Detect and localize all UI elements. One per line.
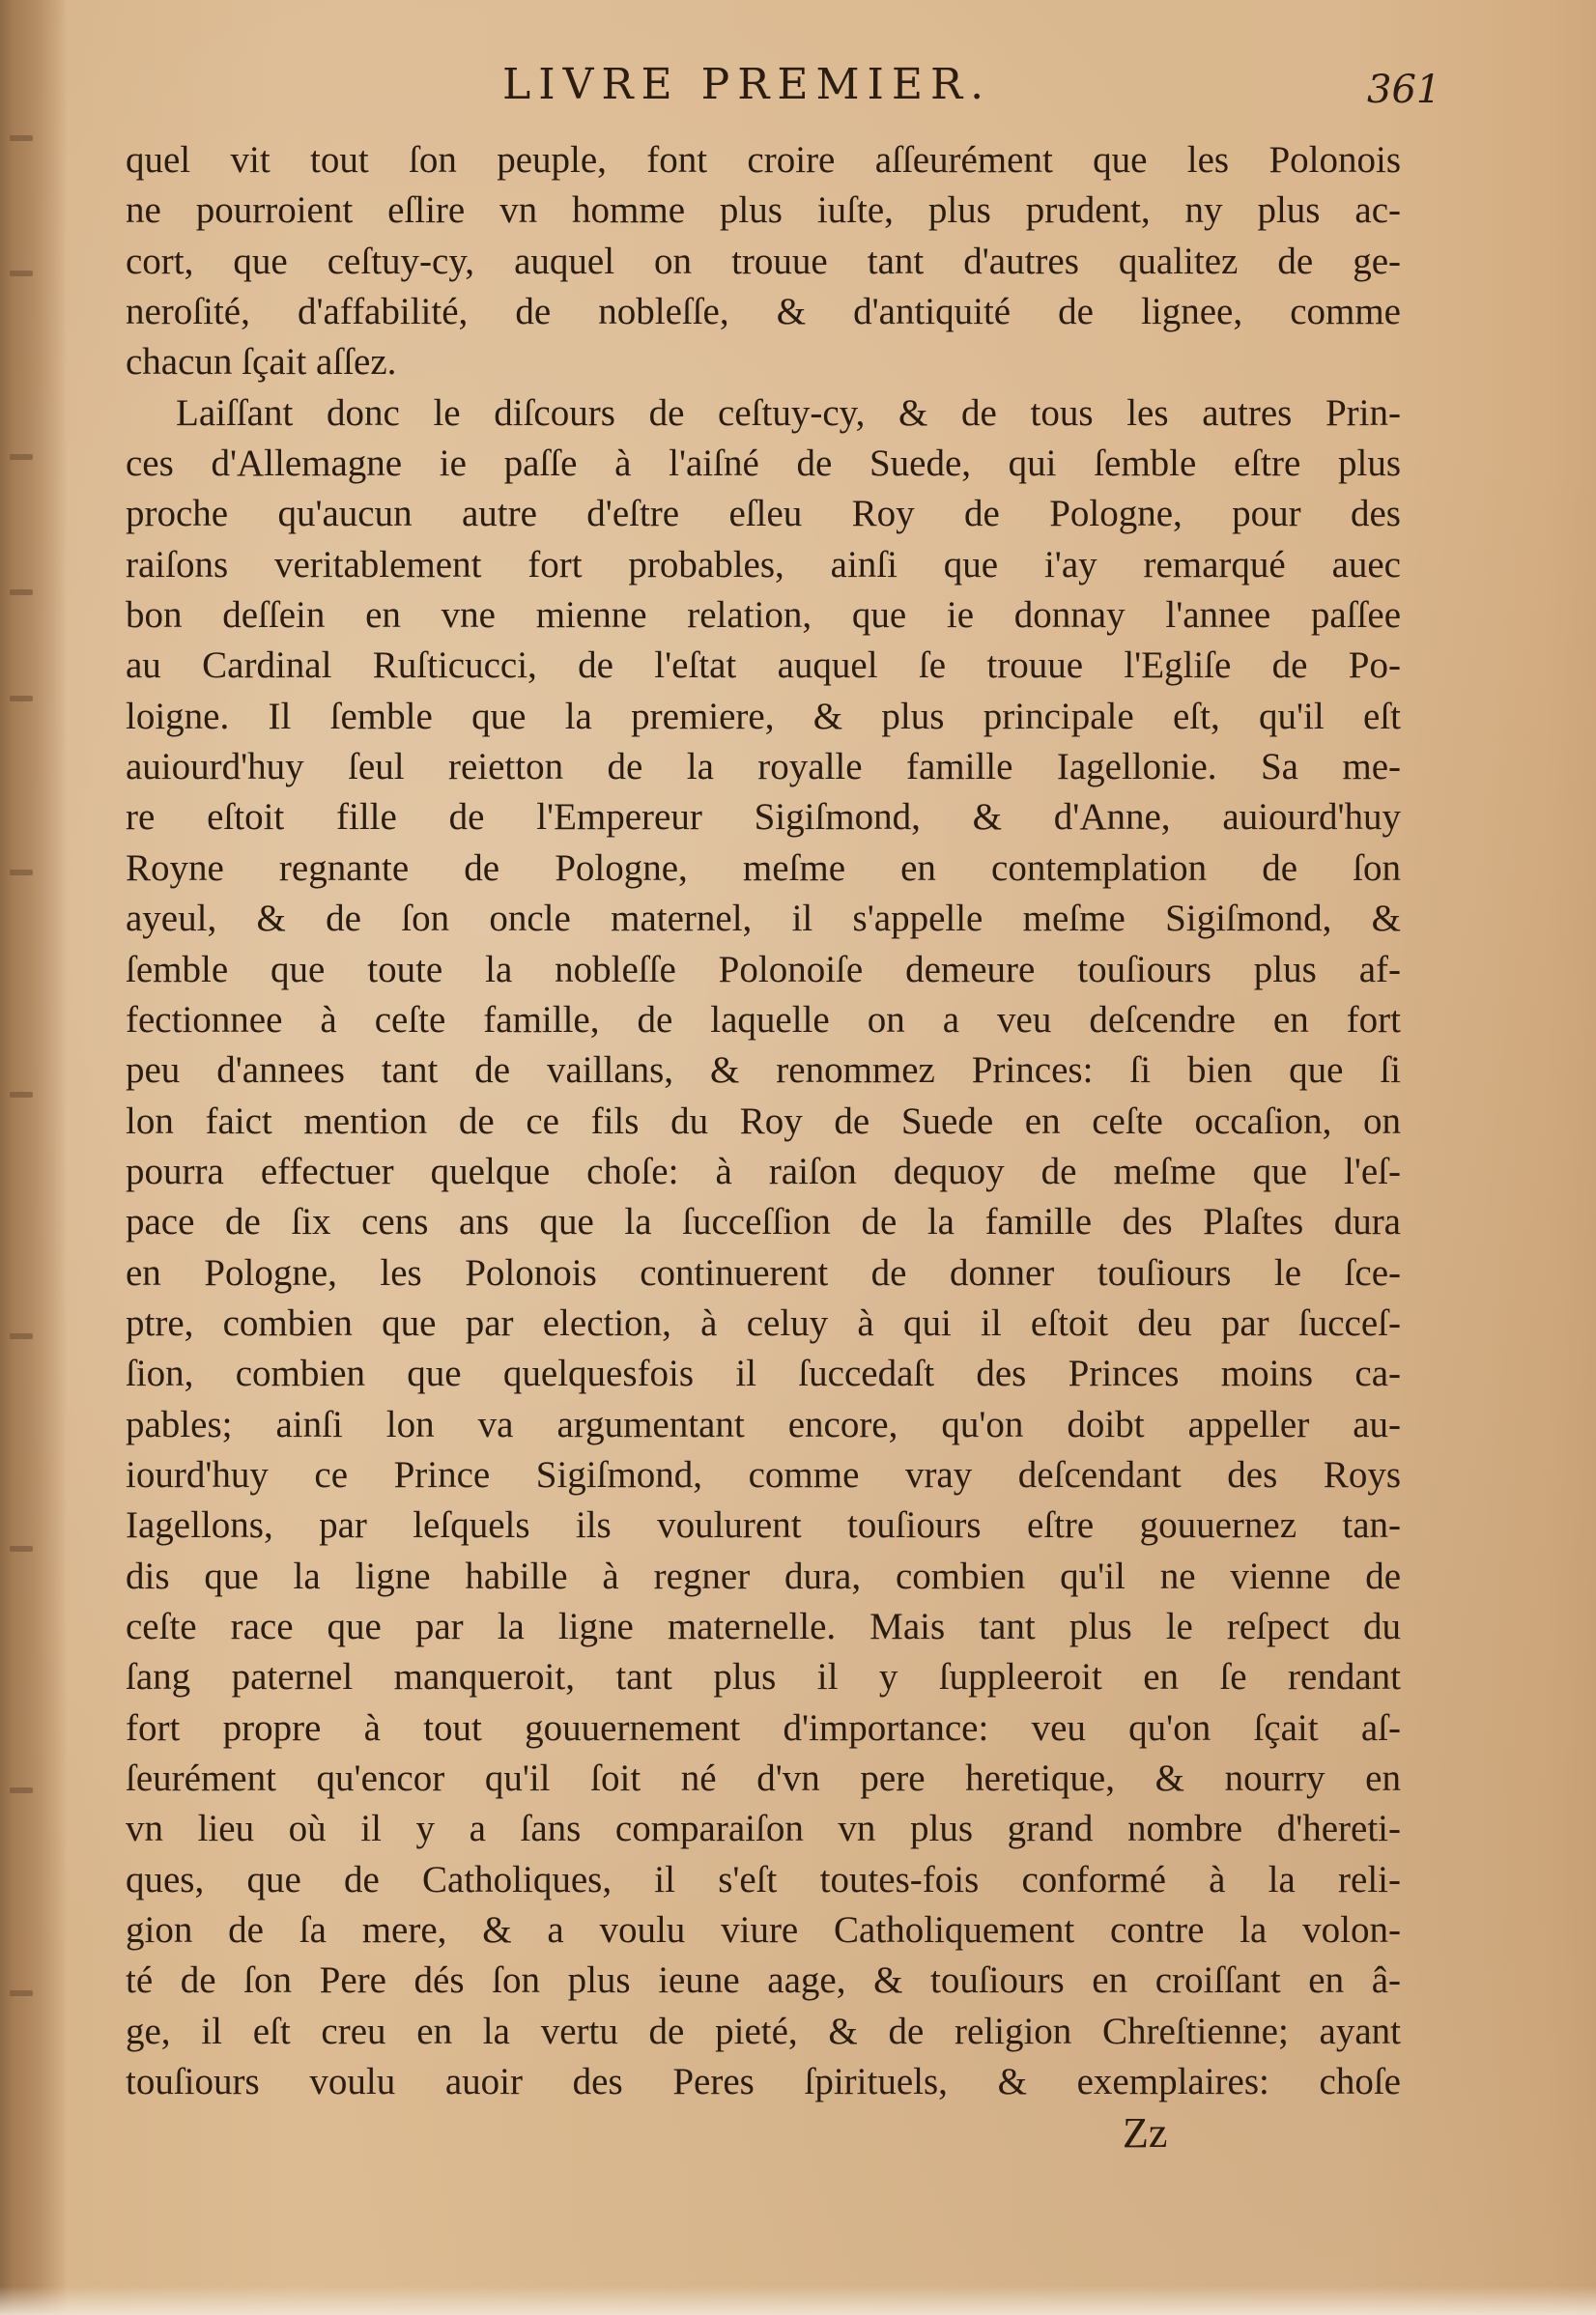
page-number: 361 (1367, 68, 1441, 112)
text-line: auiourd'huy ſeul reietton de la royalle famille Iagellonie. Sa me- (126, 746, 1401, 788)
text-line: ge, il eſt creu en la vertu de pieté, & de religion Chreſtienne; ayant (126, 2010, 1401, 2052)
text-line: Laiſſant donc le diſcours de ceſtuy-cy, & de tous les autres Prin- (176, 391, 1401, 434)
gutter-mark (10, 1333, 33, 1339)
gutter-mark (10, 135, 33, 141)
text-line: pace de ſix cens ans que la ſucceſſion de la famille des Plaſtes dura (126, 1201, 1401, 1243)
text-line: Iagellons, par leſquels ils voulurent touſiours eſtre gouuernez tan- (126, 1504, 1401, 1547)
text-line: fectionnee à ceſte famille, de laquelle on a veu deſcendre en fort (126, 998, 1401, 1041)
gutter-mark (10, 454, 33, 460)
text-line: ptre, combien que par election, à celuy à qui il eſtoit deu par ſucceſ- (126, 1301, 1401, 1344)
text-line: ſion, combien que quelquesfois il ſuccedaſt des Princes moins ca- (126, 1353, 1401, 1395)
page-gutter-shadow (0, 0, 68, 2315)
gutter-mark (10, 696, 33, 701)
text-line: peu d'annees tant de vaillans, & renommez Princes: ſi bien que ſi (126, 1049, 1401, 1092)
paragraph-2 (126, 388, 1401, 2108)
text-line: en Pologne, les Polonois continuerent de donner touſiours le ſce- (126, 1251, 1401, 1294)
text-line: ſeurément qu'encor qu'il ſoit né d'vn pere heretique, & nourry en (126, 1758, 1401, 1799)
text-line: lon faict mention de ce fils du Roy de Suede en ceſte occaſion, on (126, 1100, 1401, 1142)
text-line: iourd'huy ce Prince Sigiſmond, comme vray deſcendant des Roys (126, 1453, 1401, 1496)
text-line: ſang paternel manqueroit, tant plus il y ſuppleeroit en ſe rendant (126, 1656, 1401, 1699)
text-line: ne pourroient eſlire vn homme plus iuſte, plus prudent, ny plus ac- (126, 189, 1401, 232)
gutter-mark (10, 271, 33, 276)
page-bottom-edge (0, 2286, 1596, 2315)
text-line: pourra effectuer quelque choſe: à raiſon dequoy de meſme que l'eſ- (126, 1150, 1401, 1192)
body-text (126, 135, 1401, 2107)
text-line: bon deſſein en vne mienne relation, que ie donnay l'annee paſſee (126, 594, 1401, 637)
running-title: LIVRE PREMIER. (502, 60, 992, 109)
catchword: Zz (1123, 2109, 1168, 2157)
text-line: té de ſon Pere dés ſon plus ieune aage, & touſiours en croiſſant en â- (126, 1959, 1401, 2002)
text-line: ces d'Allemagne ie paſſe à l'aiſné de Suede, qui ſemble eſtre plus (126, 443, 1401, 485)
gutter-mark (10, 1092, 33, 1098)
text-line: pables; ainſi lon va argumentant encore, qu'on doibt appeller au- (126, 1403, 1401, 1445)
text-line: au Cardinal Ruſticucci, de l'eſtat auquel ſe trouue l'Egliſe de Po- (126, 644, 1401, 687)
gutter-mark (10, 1990, 33, 1996)
text-line: ceſte race que par la ligne maternelle. Mais tant plus le reſpect du (126, 1605, 1401, 1647)
text-line: neroſité, d'affabilité, de nobleſſe, & d'antiquité de lignee, comme (126, 291, 1401, 333)
text-line: fort propre à tout gouuernement d'importance: veu qu'on ſçait aſ- (126, 1706, 1401, 1749)
text-line: cort, que ceſtuy-cy, auquel on trouue tant d'autres qualitez de ge- (126, 240, 1401, 282)
text-line: Royne regnante de Pologne, meſme en contemplation de ſon (126, 846, 1401, 889)
gutter-mark (10, 589, 33, 595)
text-line: re eſtoit fille de l'Empereur Sigiſmond, & d'Anne, auiourd'huy (126, 796, 1401, 839)
text-line: quel vit tout ſon peuple, font croire aſſeurément que les Polonois (126, 139, 1401, 181)
text-line: ſemble que toute la nobleſſe Polonoiſe demeure touſiours plus af- (126, 948, 1401, 990)
text-line: vn lieu où il y a ſans comparaiſon vn plus grand nombre d'hereti- (126, 1808, 1401, 1850)
text-line: loigne. Il ſemble que la premiere, & plus principale eſt, qu'il eſt (126, 695, 1401, 737)
text-line: touſiours voulu auoir des Peres ſpirituels, & exemplaires: choſe (126, 2061, 1401, 2103)
text-line: dis que la ligne habille à regner dura, combien qu'il ne vienne de (126, 1555, 1401, 1597)
paragraph-1 (126, 135, 1401, 388)
page-header (0, 60, 1596, 128)
text-line: gion de ſa mere, & a voulu viure Catholiquement contre la volon- (126, 1909, 1401, 1952)
text-line: ques, que de Catholiques, il s'eſt toutes-fois conformé à la reli- (126, 1858, 1401, 1901)
gutter-mark (10, 1546, 33, 1552)
text-line: ayeul, & de ſon oncle maternel, il s'appelle meſme Sigiſmond, & (126, 898, 1401, 940)
text-line: chacun ſçait aſſez. (126, 341, 397, 384)
gutter-mark (10, 1787, 33, 1793)
text-line: proche qu'aucun autre d'eſtre eſleu Roy de Pologne, pour des (126, 493, 1401, 535)
text-line: raiſons veritablement fort probables, ainſi que i'ay remarqué auec (126, 543, 1401, 586)
gutter-mark (10, 870, 33, 875)
